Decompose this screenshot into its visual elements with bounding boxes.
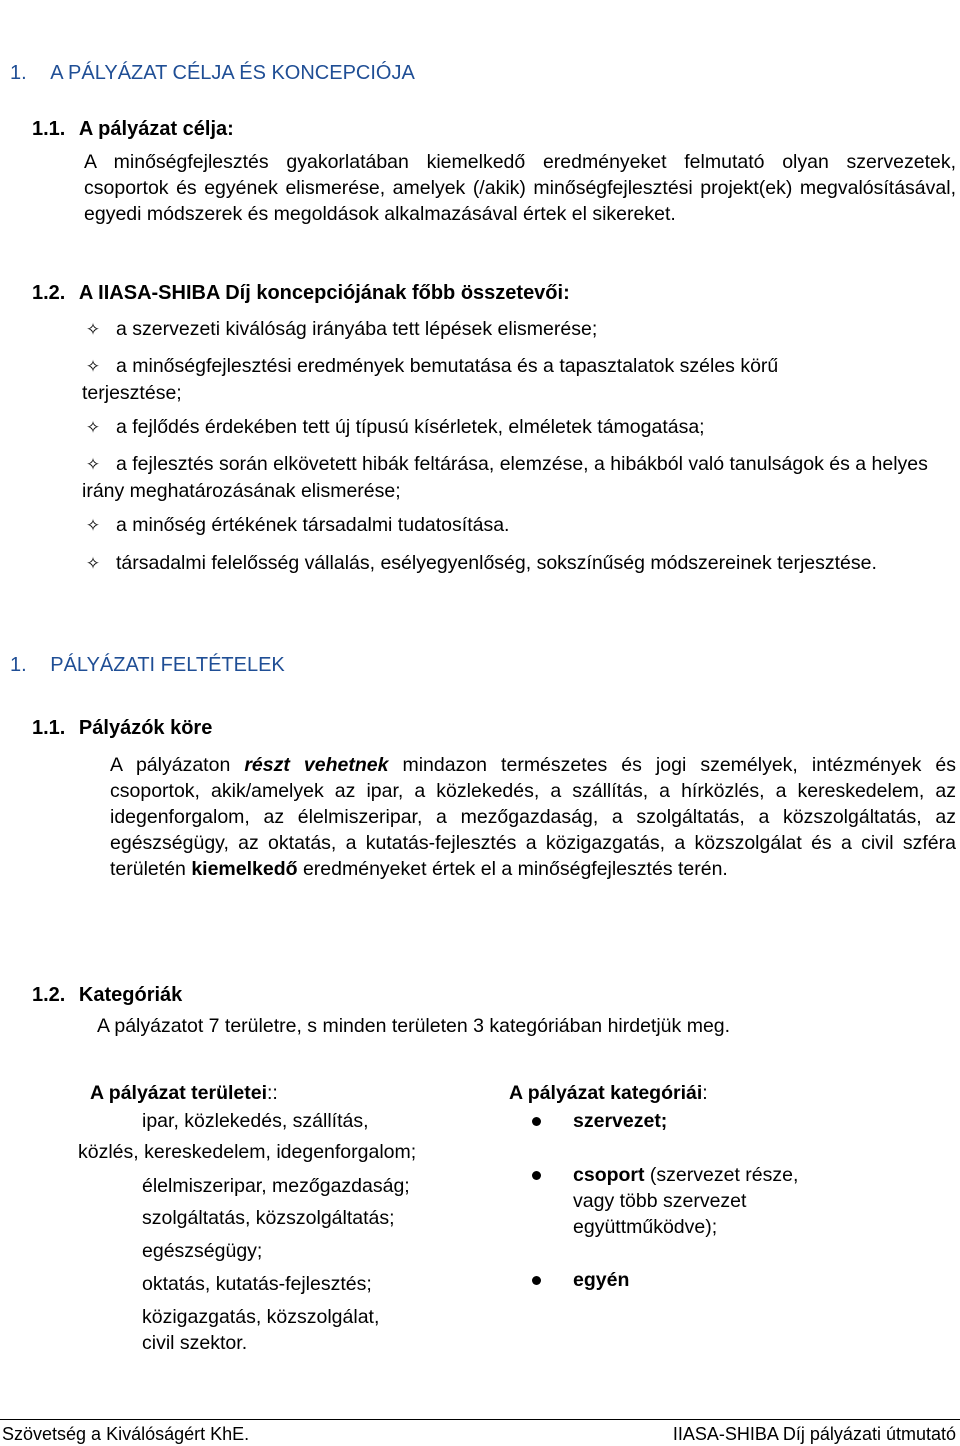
concept-item-text: a minőségfejlesztési eredmények bemutatása és a tapasztalatok széles körű terjesztése; xyxy=(82,355,779,404)
subsection-2-1-heading xyxy=(32,715,212,741)
concept-item xyxy=(82,550,882,577)
subsection-1-1-paragraph: A minőségfejlesztés gyakorlatában kiemelkedő eredményeket felmutató olyan szervezetek, csoportok és egyének elismerése, amelyek (/akik) minőségfejlesztési projekt(ek) megvalósításával, egyedi módszerek és megoldások alkalmazásával értek el sikereket. xyxy=(84,151,956,225)
open-star-icon: ✧ xyxy=(85,554,101,573)
subsection-1-2-heading xyxy=(32,280,570,306)
subsection-2-2-heading xyxy=(32,982,182,1008)
area-line: ipar, közlekedés, szállítás, xyxy=(142,1110,369,1132)
subsection-1-2-title: A IIASA-SHIBA Díj koncepciójának főbb összetevői: xyxy=(78,282,570,304)
category-item xyxy=(573,1108,667,1134)
area-line: közigazgatás, közszolgálat, xyxy=(142,1306,380,1328)
paragraph-text: A pályázaton xyxy=(110,754,245,776)
category-item xyxy=(573,1162,798,1188)
section-2-title: PÁLYÁZATI FELTÉTELEK xyxy=(50,654,285,676)
categories-heading-text: A pályázat kategóriái xyxy=(509,1082,703,1104)
subsection-2-2-paragraph: A pályázatot 7 területre, s minden területen 3 kategóriában hirdetjük meg. xyxy=(97,1015,731,1037)
category-detail: (szervezet része, xyxy=(644,1164,799,1186)
section-1-title: A PÁLYÁZAT CÉLJA ÉS KONCEPCIÓJA xyxy=(50,62,415,84)
subsection-1-2-number: 1.2. xyxy=(32,282,66,304)
category-label: csoport xyxy=(573,1164,645,1186)
open-star-icon: ✧ xyxy=(85,516,101,535)
concept-item xyxy=(82,512,942,539)
strong-text: kiemelkedő xyxy=(191,858,298,880)
category-detail-line: vagy több szervezet xyxy=(573,1190,747,1212)
subsection-2-2-title: Kategóriák xyxy=(78,984,183,1006)
section-2-number: 1. xyxy=(10,654,27,676)
area-line: oktatás, kutatás-fejlesztés; xyxy=(142,1273,372,1295)
subsection-2-1-number: 1.1. xyxy=(32,717,66,739)
open-star-icon: ✧ xyxy=(85,418,101,437)
subsection-1-1-number: 1.1. xyxy=(32,118,66,140)
concept-item-text: a szervezeti kiválóság irányába tett lépések elismerése; xyxy=(116,318,598,340)
open-star-icon: ✧ xyxy=(85,320,101,339)
bullet-icon xyxy=(532,1117,541,1126)
footer-right: IIASA-SHIBA Díj pályázati útmutató xyxy=(672,1424,956,1444)
paragraph-text: mindazon természetes és jogi személyek, intézmények és csoportok, akik/amelyek az ipar, a közlekedés, a szállítás, a hírközlés, a kereskedelem, az idegenforgalom, az élelmiszeripar, a mezőgazdaság, a szolgáltatás, a közszolgáltatás, az egészségügy, az oktatás, a kutatás-fejlesztés a közigazgatás, a közszolgálat és a civil szféra területén xyxy=(110,754,956,880)
concept-item xyxy=(82,451,938,504)
areas-heading xyxy=(90,1080,278,1106)
subsection-1-1-heading xyxy=(32,116,234,142)
section-1-heading xyxy=(10,60,415,86)
concept-item xyxy=(82,316,942,343)
concept-item-text: társadalmi felelősség vállalás, esélyegyenlőség, sokszínűség módszereinek terjesztése. xyxy=(116,552,877,574)
concept-item-text: a fejlesztés során elkövetett hibák feltárása, elemzése, a hibákból való tanulságok és a helyes irány meghatározásának elismerése; xyxy=(82,453,928,502)
category-detail-line: együttműködve); xyxy=(573,1216,718,1238)
concept-item xyxy=(82,353,882,406)
subsection-2-1-paragraph xyxy=(110,752,956,882)
concept-item-text: a fejlődés érdekében tett új típusú kísérletek, elméletek támogatása; xyxy=(116,416,705,438)
emphasis-text: részt vehetnek xyxy=(244,754,389,776)
concept-item xyxy=(82,414,942,441)
category-item xyxy=(573,1267,629,1293)
bullet-icon xyxy=(532,1276,541,1285)
section-2-heading xyxy=(10,652,285,678)
area-line: élelmiszeripar, mezőgazdaság; xyxy=(142,1175,410,1197)
concept-item-text: a minőség értékének társadalmi tudatosítása. xyxy=(116,514,510,536)
area-line: egészségügy; xyxy=(142,1240,263,1262)
subsection-1-1-title: A pályázat célja: xyxy=(78,118,234,140)
footer-left: Szövetség a Kiválóságért KhE. xyxy=(2,1424,250,1444)
categories-heading-suffix: : xyxy=(702,1082,708,1104)
areas-heading-suffix: :: xyxy=(267,1082,278,1104)
section-1-number: 1. xyxy=(10,62,27,84)
open-star-icon: ✧ xyxy=(85,455,101,474)
open-star-icon: ✧ xyxy=(85,357,101,376)
subsection-2-2-number: 1.2. xyxy=(32,984,66,1006)
categories-heading xyxy=(509,1080,708,1106)
areas-heading-text: A pályázat területei xyxy=(90,1082,268,1104)
category-label: szervezet; xyxy=(573,1110,668,1132)
subsection-2-1-title: Pályázók köre xyxy=(78,717,213,739)
footer-divider xyxy=(0,1419,960,1420)
paragraph-text: eredményeket értek el a minőségfejlesztés terén. xyxy=(297,858,728,880)
area-line: közlés, kereskedelem, idegenforgalom; xyxy=(78,1141,417,1163)
area-line: szolgáltatás, közszolgáltatás; xyxy=(142,1207,395,1229)
category-label: egyén xyxy=(573,1269,630,1291)
area-line: civil szektor. xyxy=(142,1332,248,1354)
bullet-icon xyxy=(532,1171,541,1180)
